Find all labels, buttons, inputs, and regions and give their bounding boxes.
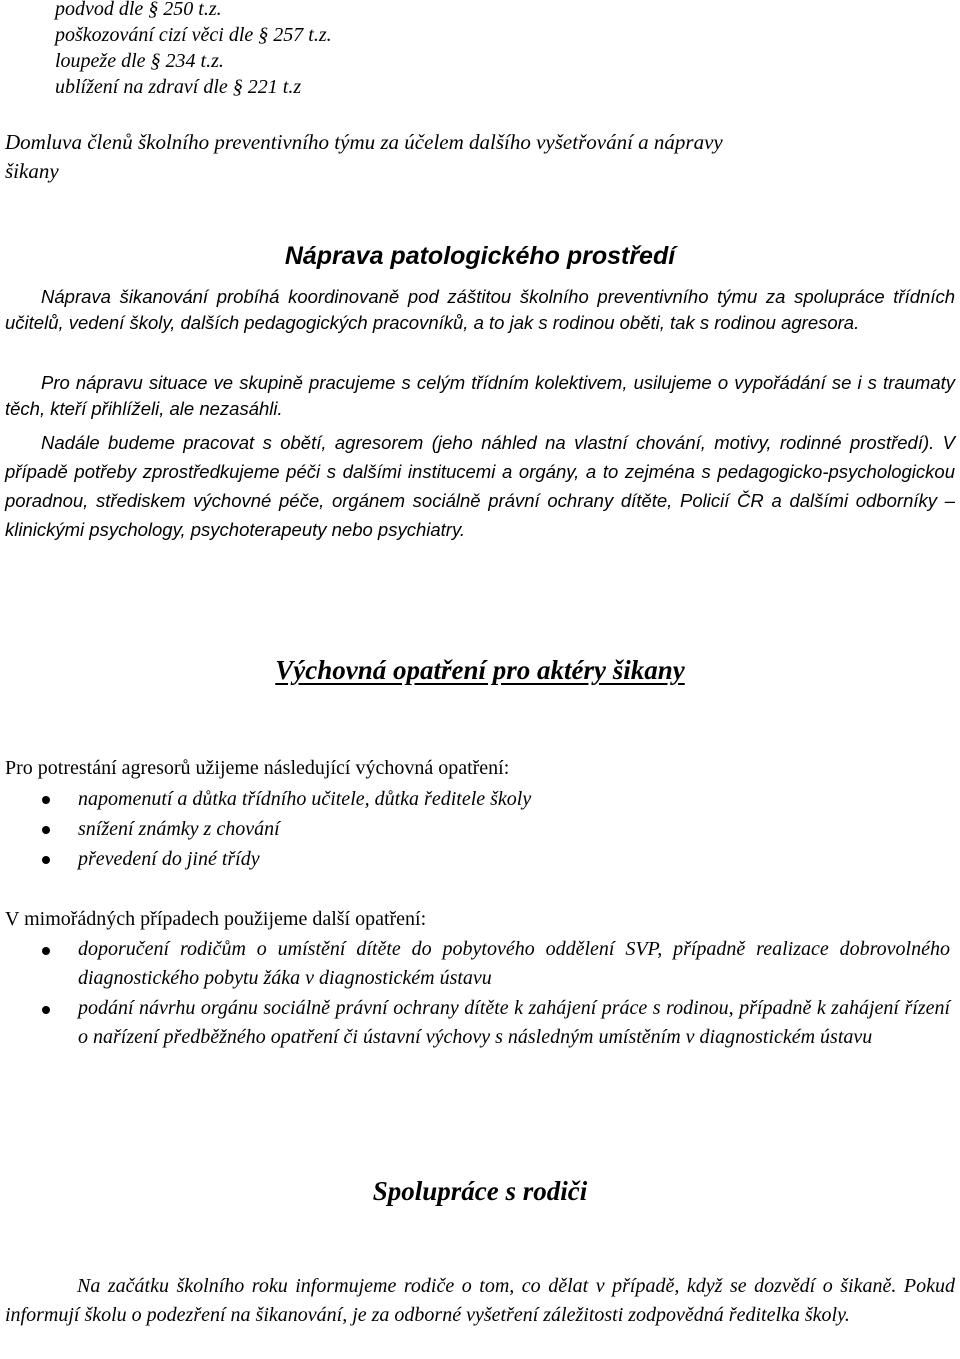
bullet-icon (42, 796, 50, 804)
spoluprace-heading: Spolupráce s rodiči (372, 1176, 588, 1206)
vychovna-intro: Pro potrestání agresorů užijeme následující výchovná opatření: (5, 757, 510, 779)
bullet-icon (42, 856, 50, 864)
vychovna-extra-item-2: podání návrhu orgánu sociálně právní ochrany dítěte k zahájení práce s rodinou, případně k zahájení řízení o nařízení předběžného opatření či ústavní výchovy s následným umístěním v diagnostickém ústavu (78, 997, 950, 1048)
naprava-paragraph-1: Náprava šikanování probíhá koordinovaně pod záštitou školního preventivního týmu za spolupráce třídních učitelů, vedení školy, dalších pedagogických pracovníků, a to jak s rodinou oběti, tak s rodinou agresora. (5, 286, 955, 333)
list-item-ublizeni: ublížení na zdraví dle § 221 t.z (55, 76, 302, 98)
naprava-heading: Náprava patologického prostředí (284, 242, 676, 270)
vychovna-item-1: napomenutí a důtka třídního učitele, důtka ředitele školy (78, 788, 532, 810)
vychovna-intro-2: V mimořádných případech použijeme další opatření: (5, 908, 427, 930)
list-item-loupeze: loupeže dle § 234 t.z. (55, 50, 224, 72)
vychovna-item-3: převedení do jiné třídy (78, 848, 260, 870)
vychovna-item-2: snížení známky z chování (78, 818, 280, 840)
vychovna-extra-item-1: doporučení rodičům o umístění dítěte do pobytového oddělení SVP, případně realizace dobrovolného diagnostického pobytu žáka v diagnostickém ústavu (78, 938, 950, 989)
domluva-line-1: Domluva členů školního preventivního týmu za účelem dalšího vyšetřování a nápravy (5, 130, 723, 154)
list-item-poskozovani: poškozování cizí věci dle § 257 t.z. (55, 24, 332, 46)
naprava-paragraph-3: Nadále budeme pracovat s obětí, agresorem (jeho náhled na vlastní chování, motivy, rodinné prostředí). V případě potřeby zprostředkujeme péči s dalšími institucemi a orgány, a to zejména s pedagogicko-psychologickou poradnou, střediskem výchovné péče, orgánem sociálně právní ochrany dítěte, Policií ČR a dalšími odborníky – klinickými psychology, psychoterapeuty nebo psychiatry. (5, 432, 955, 540)
bullet-icon (42, 826, 50, 834)
bullet-icon (42, 1006, 50, 1014)
spoluprace-paragraph: Na začátku školního roku informujeme rodiče o tom, co dělat v případě, když se dozvědí o šikaně. Pokud informují školu o podezření na šikanování, je za odborné vyšetření záležitosti zodpovědná ředitelka školy. (5, 1275, 955, 1326)
list-item-podvod: podvod dle § 250 t.z. (55, 0, 222, 20)
vychovna-heading: Výchovná opatření pro aktéry šikany (275, 655, 685, 685)
naprava-paragraph-2: Pro nápravu situace ve skupině pracujeme s celým třídním kolektivem, usilujeme o vypořádání se i s traumaty těch, kteří přihlíželi, ale nezasáhli. (5, 372, 955, 419)
domluva-line-2: šikany (5, 159, 59, 183)
bullet-icon (42, 947, 50, 955)
